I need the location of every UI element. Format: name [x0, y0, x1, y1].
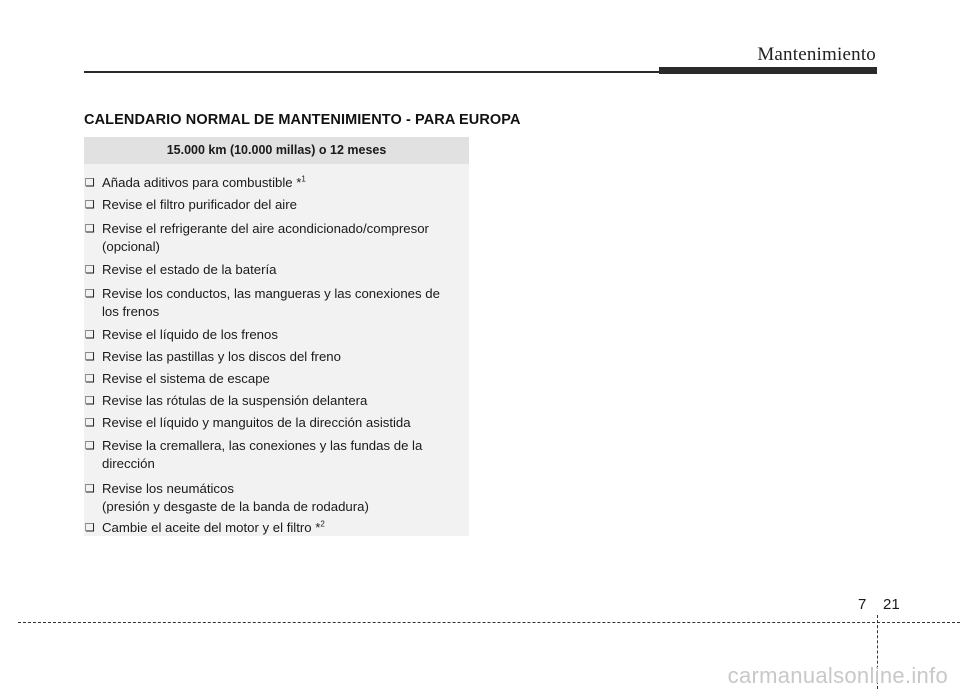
checkbox-icon: ❑: [85, 440, 95, 452]
schedule-item: [84, 414, 469, 432]
item-text: Revise el líquido de los frenos: [102, 327, 278, 342]
schedule-item: [84, 370, 469, 388]
header-rule-thick: [659, 67, 877, 74]
item-text: Revise el líquido y manguitos de la dirección asistida: [102, 415, 411, 430]
checkbox-icon: ❑: [85, 351, 95, 363]
chapter-number: 7: [858, 596, 867, 613]
item-text: Revise las rótulas de la suspensión delantera: [102, 393, 368, 408]
checkbox-icon: ❑: [85, 264, 95, 276]
header-title: Mantenimiento: [757, 44, 876, 65]
checkbox-icon: ❑: [85, 417, 95, 429]
footer-rule: [18, 622, 960, 623]
checkbox-icon: ❑: [85, 223, 95, 235]
schedule-interval-header: 15.000 km (10.000 millas) o 12 meses: [84, 137, 469, 164]
schedule-item: [84, 285, 469, 321]
schedule-item: [84, 437, 469, 473]
schedule-item: [84, 480, 469, 516]
schedule-item: [84, 348, 469, 366]
watermark: carmanualsonline.info: [727, 663, 948, 688]
checkbox-icon: ❑: [85, 329, 95, 341]
header-rule-thin: [84, 71, 659, 73]
section-heading: CALENDARIO NORMAL DE MANTENIMIENTO - PARA EUROPA: [84, 112, 521, 128]
item-text: Revise el refrigerante del aire acondicionado/compresor (opcional): [102, 221, 429, 254]
item-text: Añada aditivos para combustible *$^1$: [102, 174, 306, 190]
schedule-table: [84, 137, 469, 536]
item-text: Revise el filtro purificador del aire: [102, 197, 297, 212]
schedule-item: [84, 392, 469, 410]
item-text: Revise las pastillas y los discos del freno: [102, 349, 341, 364]
checkbox-icon: ❑: [85, 522, 95, 534]
item-text: Cambie el aceite del motor y el filtro *$^2$: [102, 519, 325, 535]
checkbox-icon: ❑: [85, 177, 95, 189]
checkbox-icon: ❑: [85, 288, 95, 300]
item-text: Revise el sistema de escape: [102, 371, 270, 386]
schedule-item: [84, 261, 469, 279]
schedule-item: [84, 174, 469, 192]
item-text: Revise el estado de la batería: [102, 262, 277, 277]
checkbox-icon: ❑: [85, 483, 95, 495]
schedule-item: [84, 326, 469, 344]
schedule-item: [84, 519, 469, 537]
checkbox-icon: ❑: [85, 395, 95, 407]
footnote-marker: 2: [320, 519, 325, 529]
page-number: 21: [883, 596, 900, 613]
schedule-item: [84, 220, 469, 256]
checkbox-icon: ❑: [85, 199, 95, 211]
checkbox-icon: ❑: [85, 373, 95, 385]
item-text: Revise los neumáticos (presión y desgaste de la banda de rodadura): [102, 481, 369, 514]
item-text: Revise los conductos, las mangueras y las conexiones de los frenos: [102, 286, 440, 319]
schedule-item: [84, 196, 469, 214]
footnote-marker: 1: [301, 174, 306, 184]
item-text: Revise la cremallera, las conexiones y las fundas de la dirección: [102, 438, 423, 471]
